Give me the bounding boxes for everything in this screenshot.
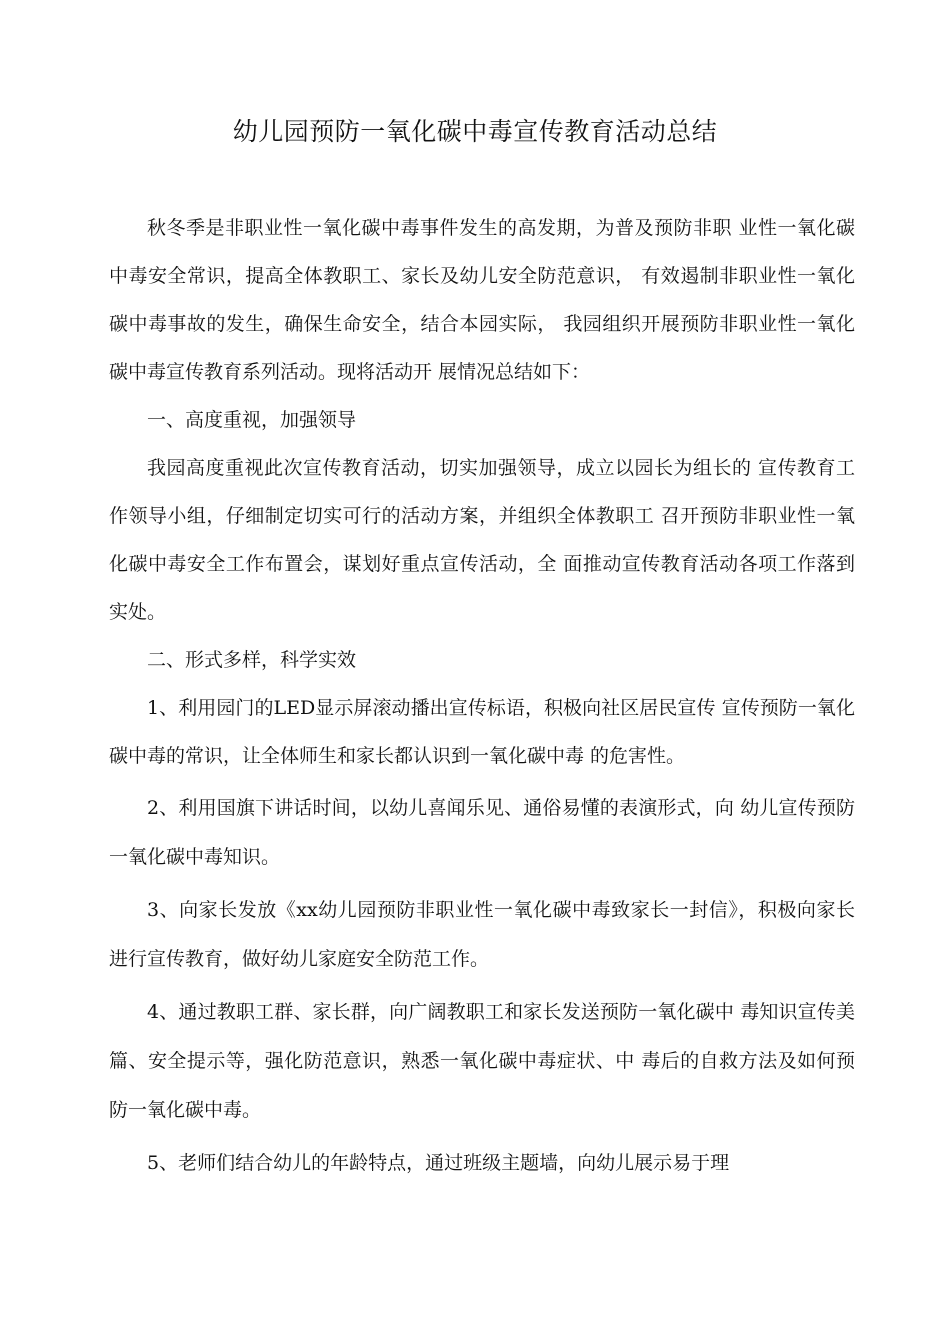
document-body [109, 204, 855, 1188]
list-item-1: 1、利用园门的LED显示屏滚动播出宣传标语，积极向社区居民宣传 宣传预防一氧化碳中毒的常识，让全体师生和家长都认识到一氧化碳中毒 的危害性。 [109, 697, 855, 767]
section-heading-2: 二、形式多样，科学实效 [147, 649, 357, 671]
section-heading-1: 一、高度重视，加强领导 [147, 409, 357, 431]
intro-paragraph: 秋冬季是非职业性一氧化碳中毒事件发生的高发期，为普及预防非职 业性一氧化碳中毒安全常识，提高全体教职工、家长及幼儿安全防范意识， 有效遏制非职业性一氧化碳中毒事故的发生，确保生命安全，结合本园实际， 我园组织开展预防非职业性一氧化碳中毒宣传教育系列活动。现将活动开 展情况总结如下： [109, 217, 855, 383]
list-item-2: 2、利用国旗下讲话时间，以幼儿喜闻乐见、通俗易懂的表演形式，向 幼儿宣传预防一氧化碳中毒知识。 [109, 797, 855, 868]
list-item-4: 4、通过教职工群、家长群，向广阔教职工和家长发送预防一氧化碳中 毒知识宣传美篇、安全提示等，强化防范意识，熟悉一氧化碳中毒症状、中 毒后的自救方法及如何预防一氧化碳中毒。 [109, 1001, 855, 1121]
list-item-3: 3、向家长发放《xx幼儿园预防非职业性一氧化碳中毒致家长一封信》，积极向家长进行宣传教育，做好幼儿家庭安全防范工作。 [109, 899, 855, 970]
section-1-paragraph: 我园高度重视此次宣传教育活动，切实加强领导，成立以园长为组长的 宣传教育工作领导小组，仔细制定切实可行的活动方案，并组织全体教职工 召开预防非职业性一氧化碳中毒安全工作布置会，谋划好重点宣传活动，全 面推动宣传教育活动各项工作落到实处。 [109, 457, 855, 623]
list-item-5: 5、老师们结合幼儿的年龄特点，通过班级主题墙，向幼儿展示易于理 [147, 1152, 730, 1174]
document-title: 幼儿园预防一氧化碳中毒宣传教育活动总结 [232, 117, 718, 146]
